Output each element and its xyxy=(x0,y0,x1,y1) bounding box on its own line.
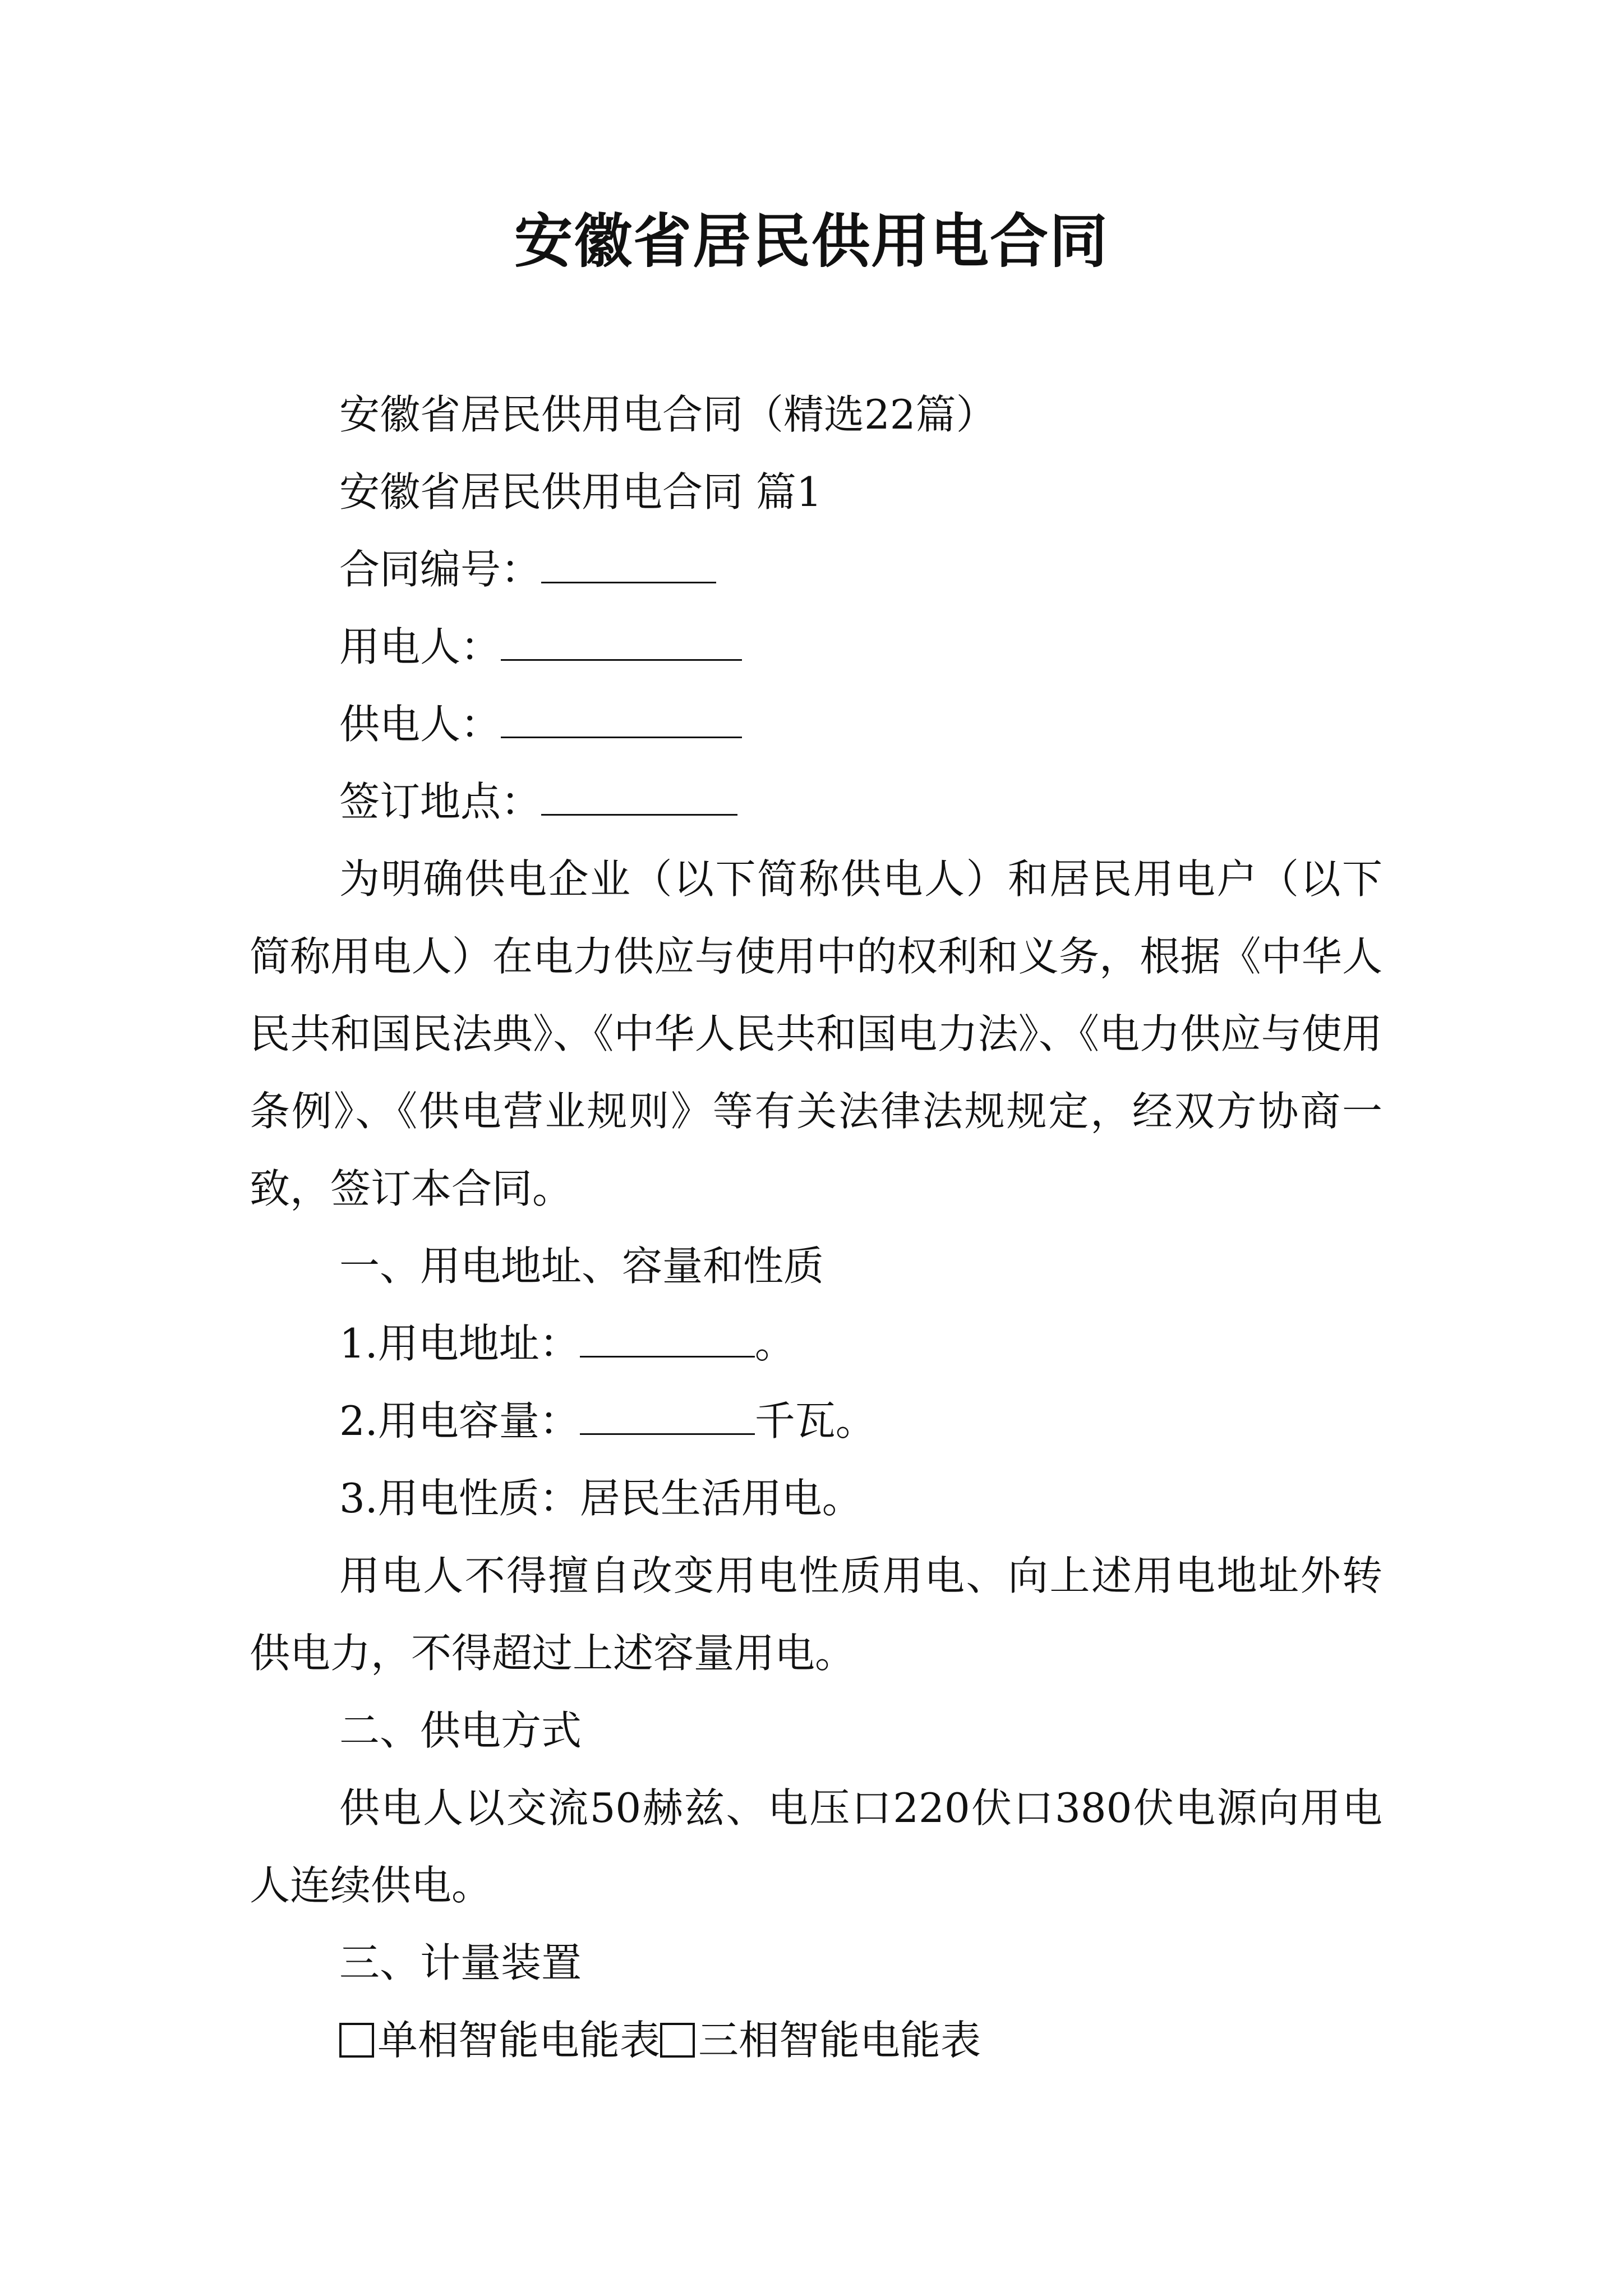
item1-suffix: 。 xyxy=(754,1320,795,1367)
meter-options-line xyxy=(250,2001,1382,2079)
supplier-line xyxy=(250,685,1382,763)
preamble-paragraph: 为明确供电企业（以下简称供电人）和居民用电户（以下简称用电人）在电力供应与使用中的权利和义务，根据《中华人民共和国民法典》、《中华人民共和国电力法》、《电力供应与使用条例》、《供电营业规则》等有关法律法规规定，经双方协商一致，签订本合同。 xyxy=(250,855,1382,1212)
supplier-blank[interactable] xyxy=(501,695,742,738)
supplier-label: 供电人： xyxy=(339,701,501,748)
section1-heading: 一、用电地址、容量和性质 xyxy=(339,1243,824,1290)
three-phase-label: 三相智能电能表 xyxy=(698,2017,981,2064)
section2-heading: 二、供电方式 xyxy=(339,1707,582,1754)
item2-line xyxy=(250,1382,1382,1460)
contract-number-line xyxy=(250,531,1382,608)
document-body xyxy=(250,376,1382,2079)
article-heading: 安徽省居民供用电合同 篇1 xyxy=(339,468,822,516)
subtitle: 安徽省居民供用电合同（精选22篇） xyxy=(339,391,997,438)
three-phase-checkbox[interactable] xyxy=(660,2023,695,2058)
restriction-paragraph: 用电人不得擅自改变用电性质用电、向上述用电地址外转供电力，不得超过上述容量用电。 xyxy=(250,1552,1382,1677)
contract-number-blank[interactable] xyxy=(541,540,716,583)
single-phase-label: 单相智能电能表 xyxy=(377,2017,661,2064)
item2-label: 2.用电容量： xyxy=(339,1397,580,1444)
document-title: 安徽省居民供用电合同 xyxy=(514,206,1109,275)
contract-number-label: 合同编号： xyxy=(339,546,542,593)
section3-heading: 三、计量装置 xyxy=(339,1939,582,1986)
address-blank[interactable] xyxy=(580,1314,755,1358)
supply-method-paragraph: 供电人以交流50赫兹、电压口220伏口380伏电源向用电人连续供电。 xyxy=(250,1784,1382,1909)
item2-suffix: 千瓦。 xyxy=(754,1397,876,1444)
sign-place-label: 签订地点： xyxy=(339,778,542,825)
user-label: 用电人： xyxy=(339,623,501,670)
user-line xyxy=(250,608,1382,685)
sign-place-blank[interactable] xyxy=(541,772,737,816)
item1-line xyxy=(250,1305,1382,1382)
sign-place-line xyxy=(250,763,1382,840)
single-phase-checkbox[interactable] xyxy=(339,2023,374,2058)
user-blank[interactable] xyxy=(501,618,742,661)
capacity-blank[interactable] xyxy=(580,1392,755,1435)
item3-line: 3.用电性质：居民生活用电。 xyxy=(339,1475,863,1522)
item1-label: 1.用电地址： xyxy=(339,1320,580,1367)
